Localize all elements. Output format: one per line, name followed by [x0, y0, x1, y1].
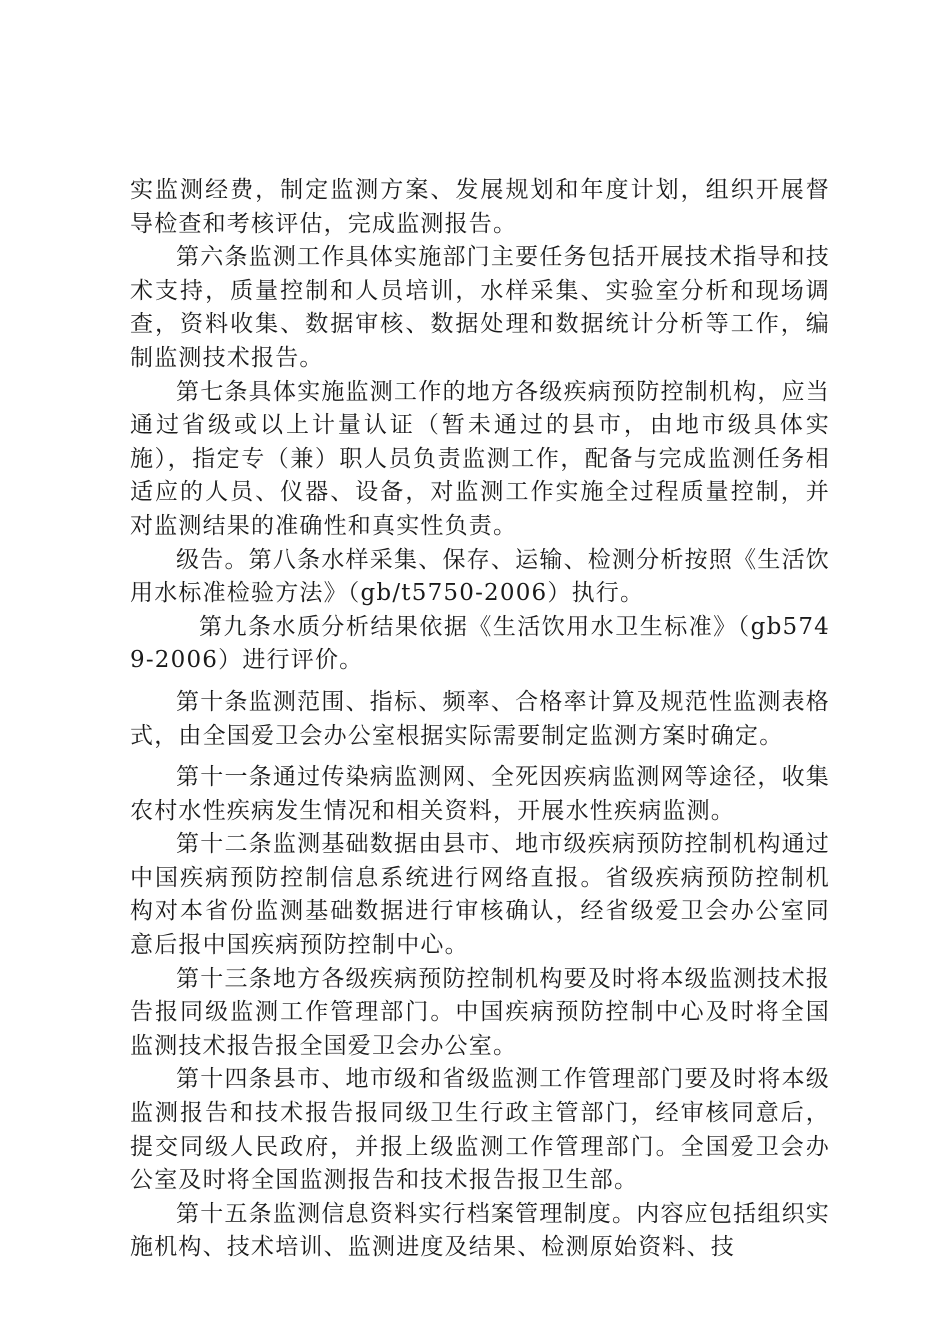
- paragraph-article-15: 第十五条监测信息资料实行档案管理制度。内容应包括组织实施机构、技术培训、监测进度及结果、检测原始资料、技: [130, 1200, 830, 1261]
- paragraph-continuation: 实监测经费，制定监测方案、发展规划和年度计划，组织开展督导检查和考核评估，完成监测报告。: [130, 177, 830, 237]
- paragraph-article-9: 第九条水质分析结果依据《生活饮用水卫生标准》（gb5749-2006）进行评价。: [130, 613, 830, 674]
- paragraph-article-12: 第十二条监测基础数据由县市、地市级疾病预防控制机构通过中国疾病预防控制信息系统进行网络直报。省级疾病预防控制机构对本省份监测基础数据进行审核确认，经省级爱卫会办公室同意后报中国疾病预防控制中心。: [130, 831, 830, 959]
- paragraph-article-8: 级告。第八条水样采集、保存、运输、检测分析按照《生活饮用水标准检验方法》（gb/t5750-2006）执行。: [130, 546, 830, 607]
- paragraph-article-6: 第六条监测工作具体实施部门主要任务包括开展技术指导和技术支持，质量控制和人员培训，水样采集、实验室分析和现场调查，资料收集、数据审核、数据处理和数据统计分析等工作，编制监测技术报告。: [130, 244, 830, 371]
- paragraph-article-13: 第十三条地方各级疾病预防控制机构要及时将本级监测技术报告报同级监测工作管理部门。中国疾病预防控制中心及时将全国监测技术报告报全国爱卫会办公室。: [130, 965, 830, 1059]
- paragraph-article-11: 第十一条通过传染病监测网、全死因疾病监测网等途径，收集农村水性疾病发生情况和相关资料，开展水性疾病监测。: [130, 764, 830, 824]
- paragraph-article-14: 第十四条县市、地市级和省级监测工作管理部门要及时将本级监测报告和技术报告报同级卫生行政主管部门，经审核同意后，提交同级人民政府，并报上级监测工作管理部门。全国爱卫会办公室及时将全国监测报告和技术报告报卫生部。: [130, 1066, 830, 1194]
- document-body: [130, 174, 830, 1265]
- paragraph-article-7: 第七条具体实施监测工作的地方各级疾病预防控制机构，应当通过省级或以上计量认证（暂未通过的县市，由地市级具体实施），指定专（兼）职人员负责监测工作，配备与完成监测任务相适应的人员、仪器、设备，对监测工作实施全过程质量控制，并对监测结果的准确性和真实性负责。: [130, 378, 830, 539]
- paragraph-article-10: 第十条监测范围、指标、频率、合格率计算及规范性监测表格式，由全国爱卫会办公室根据实际需要制定监测方案时确定。: [130, 688, 830, 749]
